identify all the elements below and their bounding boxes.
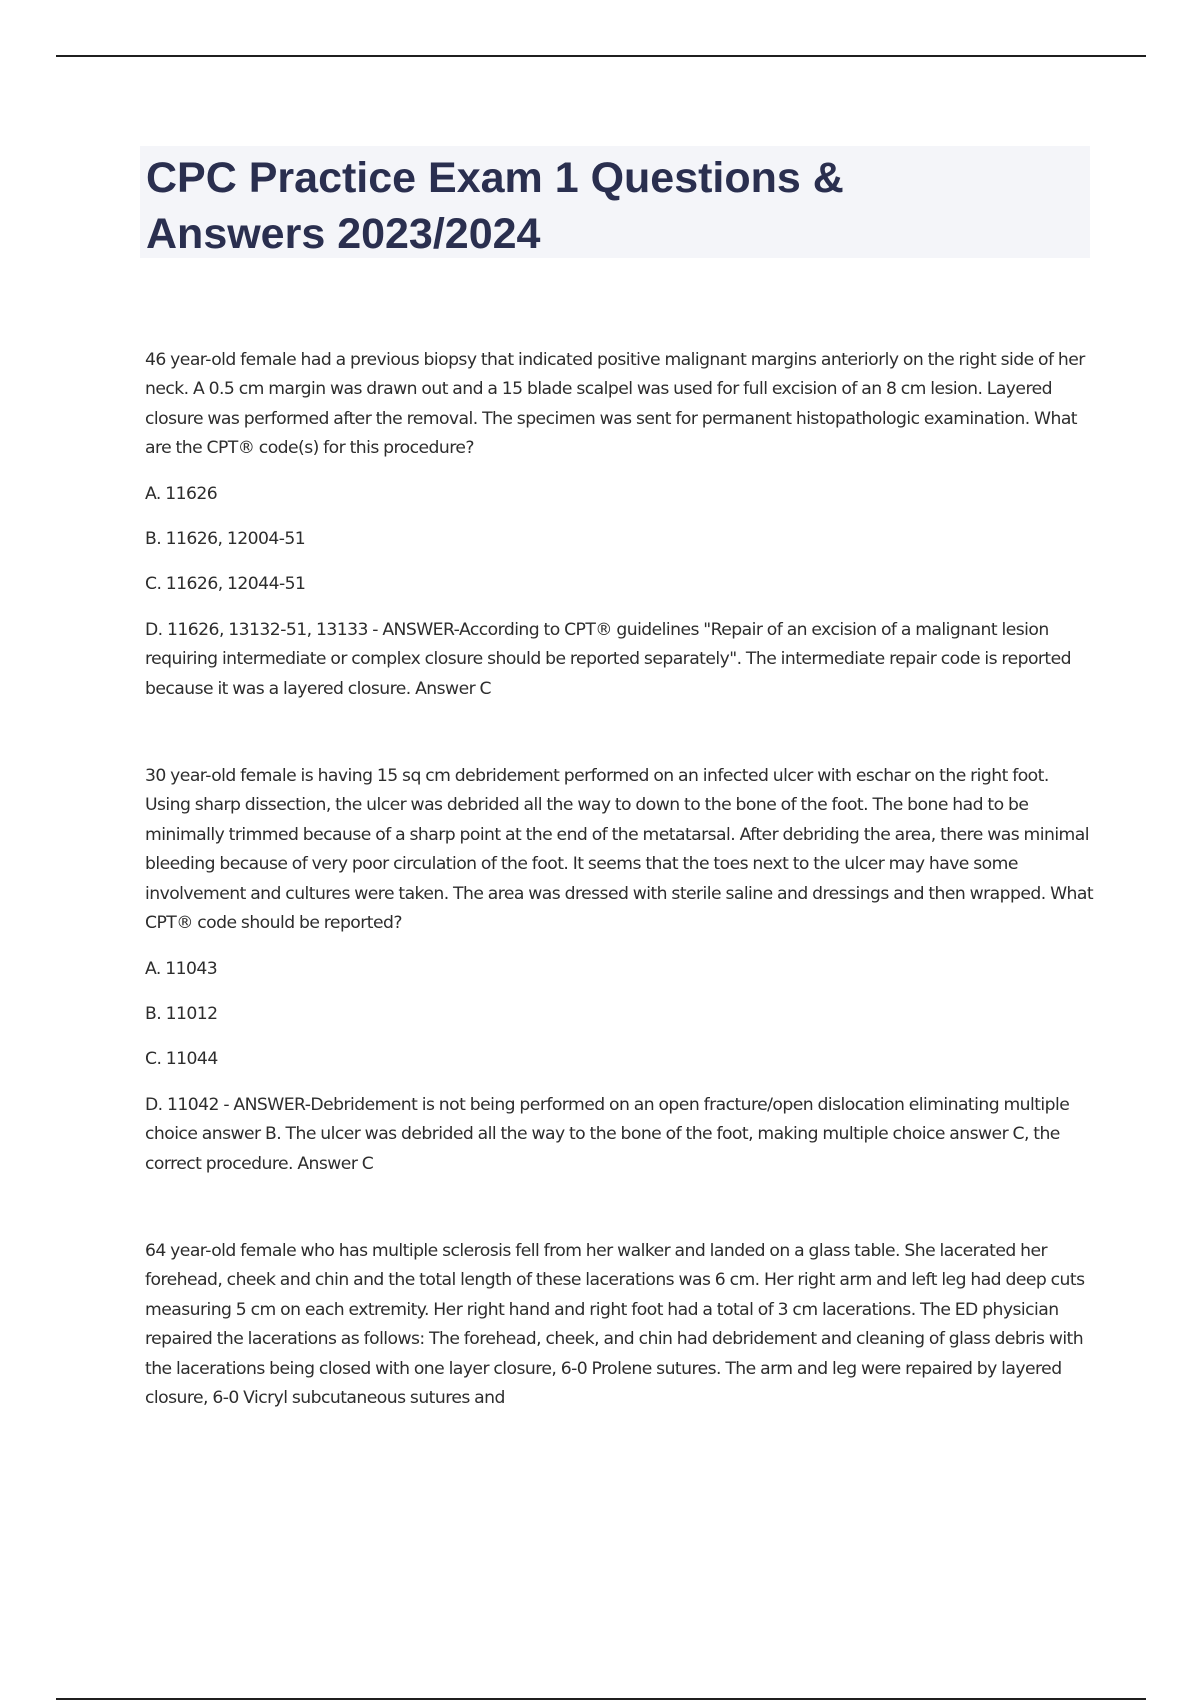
question-stem: 46 year-old female had a previous biopsy that indicated positive malignant margins anteriorly on the right side of her neck. A 0.5 cm margin was drawn out and a 15 blade scalpel was used for full excision of an 8 cm lesion. Layered closure was performed after the removal. The specimen was sent for permanent histopathologic examination. What are the CPT® code(s) for this procedure? [145,350,1085,459]
answer-option-a: A. 11043 [145,958,218,979]
title-line-2: Answers 2023/2024 [146,210,541,258]
answer-option-a: A. 11626 [145,483,218,504]
question-stem: 64 year-old female who has multiple sclerosis fell from her walker and landed on a glass table. She lacerated her forehead, cheek and chin and the total length of these lacerations was 6 cm. Her right arm and left leg had deep cuts measuring 5 cm on each extremity. Her right hand and right foot had a total of 3 cm lacerations. The ED physician repaired the lacerations as follows: The forehead, cheek, and chin had debridement and cleaning of glass debris with the lacerations being closed with one layer closure, 6-0 Prolene sutures. The arm and leg were repaired by layered closure, 6-0 Vicryl subcutaneous sutures and [145,1240,1085,1408]
section-spacer [145,704,1095,762]
section-spacer [145,1179,1095,1237]
answer-option-c: C. 11044 [145,1049,218,1070]
question-3 [145,1237,1095,1413]
answer-option-b: B. 11012 [145,1003,218,1024]
page-title [140,146,1090,262]
document-body [145,346,1095,1429]
question-1 [145,346,1095,704]
question-stem: 30 year-old female is having 15 sq cm debridement performed on an infected ulcer with eschar on the right foot. Using sharp dissection, the ulcer was debrided all the way to down to the bone of the foot. The bone had to be minimally trimmed because of a sharp point at the end of the metatarsal. After debriding the area, there was minimal bleeding because of very poor circulation of the foot. It seems that the toes next to the ulcer may have some involvement and cultures were taken. The area was dressed with sterile saline and dressings and then wrapped. What CPT® code should be reported? [145,766,1094,934]
question-2 [145,762,1095,1179]
answer-option-d-explanation: D. 11042 - ANSWER-Debridement is not being performed on an open fracture/open dislocation eliminating multiple choice answer B. The ulcer was debrided all the way to the bone of the foot, making multiple choice answer C, the correct procedure. Answer C [145,1094,1070,1174]
title-line-1: CPC Practice Exam 1 Questions & [146,154,844,202]
title-block [140,146,1090,258]
answer-option-c: C. 11626, 12044-51 [145,574,306,595]
answer-option-d-explanation: D. 11626, 13132-51, 13133 - ANSWER-According to CPT® guidelines "Repair of an excision of a malignant lesion requiring intermediate or complex closure should be reported separately". The intermediate repair code is reported because it was a layered closure. Answer C [145,619,1072,699]
page-top-rule [56,55,1146,57]
answer-option-b: B. 11626, 12004-51 [145,529,306,550]
